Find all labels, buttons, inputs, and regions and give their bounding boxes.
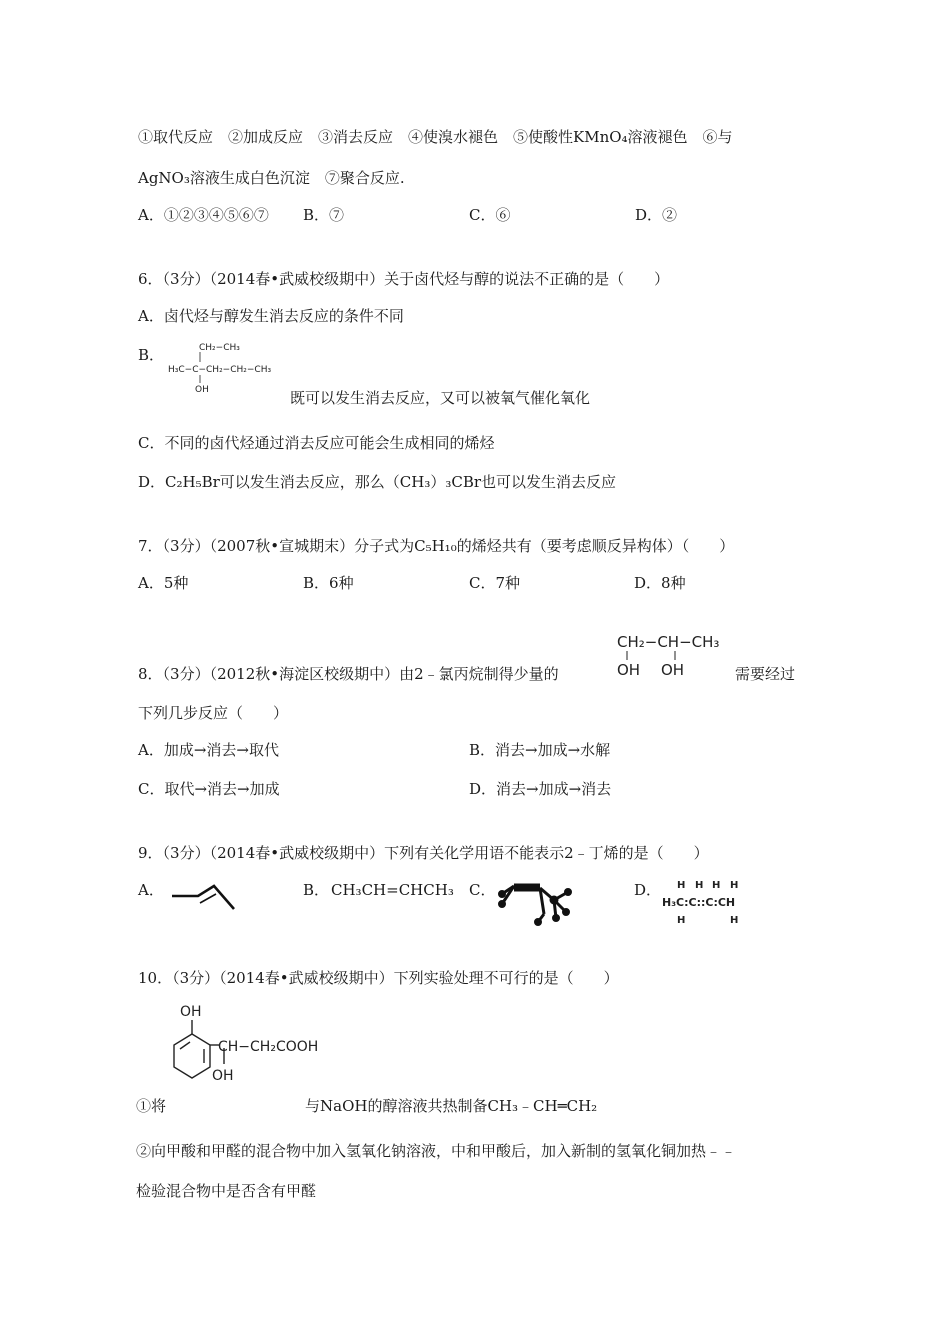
q9-option-b-formula: CH₃CH=CHCH₃ (331, 881, 454, 899)
svg-text:H: H (695, 880, 704, 891)
q9-option-d-label: D． (634, 881, 662, 899)
q6-structure-main: H₃C−C−CH₂−CH₂−CH₃ (168, 365, 272, 375)
svg-text:H: H (677, 915, 686, 926)
q9-electron-formula-text: H₃C:C::C:CH (662, 896, 736, 909)
q8-structure-oh-2: OH (661, 661, 685, 679)
q7-stem: 7．（3分）（2007秋•宣城期末）分子式为C₅H₁₀的烯烃共有（要考虑顺反异构体）（ ） (138, 537, 735, 555)
q10-structure-oh-top: OH (180, 1004, 202, 1020)
q10-item-2-line-1: ②向甲酸和甲醛的混合物中加入氢氧化钠溶液，中和甲酸后，加入新制的氢氧化铜加热﹣﹣ (136, 1142, 737, 1160)
q8-option-b: B．消去→加成→水解 (469, 741, 611, 759)
q6-structure-top: CH₂−CH₃ (199, 343, 240, 353)
q10-item-1-b: 与NaOH的醇溶液共热制备CH₃﹣CH═CH₂ (305, 1097, 598, 1115)
q10-structure-chain: CH−CH₂COOH (218, 1039, 319, 1055)
svg-text:H: H (712, 880, 721, 891)
q7-option-c: C．7种 (469, 574, 521, 592)
q8-option-a: A．加成→消去→取代 (138, 741, 279, 759)
q10-structure-oh-bottom: OH (212, 1068, 234, 1084)
q7-option-a: A．5种 (138, 574, 189, 592)
q10-stem: 10．（3分）（2014春•武威校级期中）下列实验处理不可行的是（ ） (138, 969, 619, 987)
q6-stem: 6．（3分）（2014春•武威校级期中）关于卤代烃与醇的说法不正确的是（ ） (138, 270, 670, 288)
q6-option-d: D．C₂H₅Br可以发生消去反应，那么（CH₃）₃CBr也可以发生消去反应 (138, 473, 617, 491)
q9-ball-stick-model (498, 878, 574, 926)
q8-stem-a: 8．（3分）（2012秋•海淀区校级期中）由2﹣氯丙烷制得少量的 (138, 665, 559, 683)
q6-option-a: A．卤代烃与醇发生消去反应的条件不同 (138, 307, 404, 325)
q10-item-2-line-2: 检验混合物中是否含有甲醛 (136, 1182, 317, 1200)
q7-option-b: B．6种 (303, 574, 354, 592)
q9-stem: 9．（3分）（2014春•武威校级期中）下列有关化学用语不能表示2﹣丁烯的是（ ） (138, 844, 709, 862)
q5-option-c: C．⑥ (469, 206, 511, 224)
q9-skeletal-formula (170, 880, 238, 916)
q8-stem-c: 下列几步反应（ ） (138, 704, 289, 722)
q7-option-d: D．8种 (634, 574, 686, 592)
q8-structure-diagram (615, 630, 745, 682)
q5-line-1: ①取代反应 ②加成反应 ③消去反应 ④使溴水褪色 ⑤使酸性KMnO₄溶液褪色 ⑥与 (138, 128, 733, 146)
q5-option-d: D．② (635, 206, 678, 224)
q6-structure-diagram (166, 338, 296, 398)
svg-text:H: H (677, 880, 686, 891)
q5-option-a: A．①②③④⑤⑥⑦ (138, 206, 269, 224)
q9-option-b-label: B． (303, 881, 330, 899)
q6-option-b-text: 既可以发生消去反应，又可以被氧气催化氧化 (290, 389, 591, 407)
q10-item-1-a: ①将 (136, 1097, 167, 1115)
q10-structure-diagram (168, 1000, 318, 1105)
q8-option-c: C．取代→消去→加成 (138, 780, 280, 798)
q5-line-2: AgNO₃溶液生成白色沉淀 ⑦聚合反应. (138, 169, 405, 187)
svg-text:H: H (730, 880, 739, 891)
svg-text:H: H (730, 915, 739, 926)
q8-structure-oh-1: OH (617, 661, 641, 679)
q8-stem-b: 需要经过 (735, 665, 796, 683)
q6-option-b-label: B． (138, 346, 165, 364)
q9-option-c-label: C． (469, 881, 496, 899)
q8-structure-chain: CH₂−CH−CH₃ (617, 633, 720, 651)
q8-option-d: D．消去→加成→消去 (469, 780, 612, 798)
q6-structure-oh: OH (195, 385, 209, 395)
q5-option-b: B．⑦ (303, 206, 345, 224)
q9-electron-formula (660, 878, 752, 926)
q9-option-a-label: A． (138, 881, 164, 899)
q6-option-c: C．不同的卤代烃通过消去反应可能会生成相同的烯烃 (138, 434, 495, 452)
